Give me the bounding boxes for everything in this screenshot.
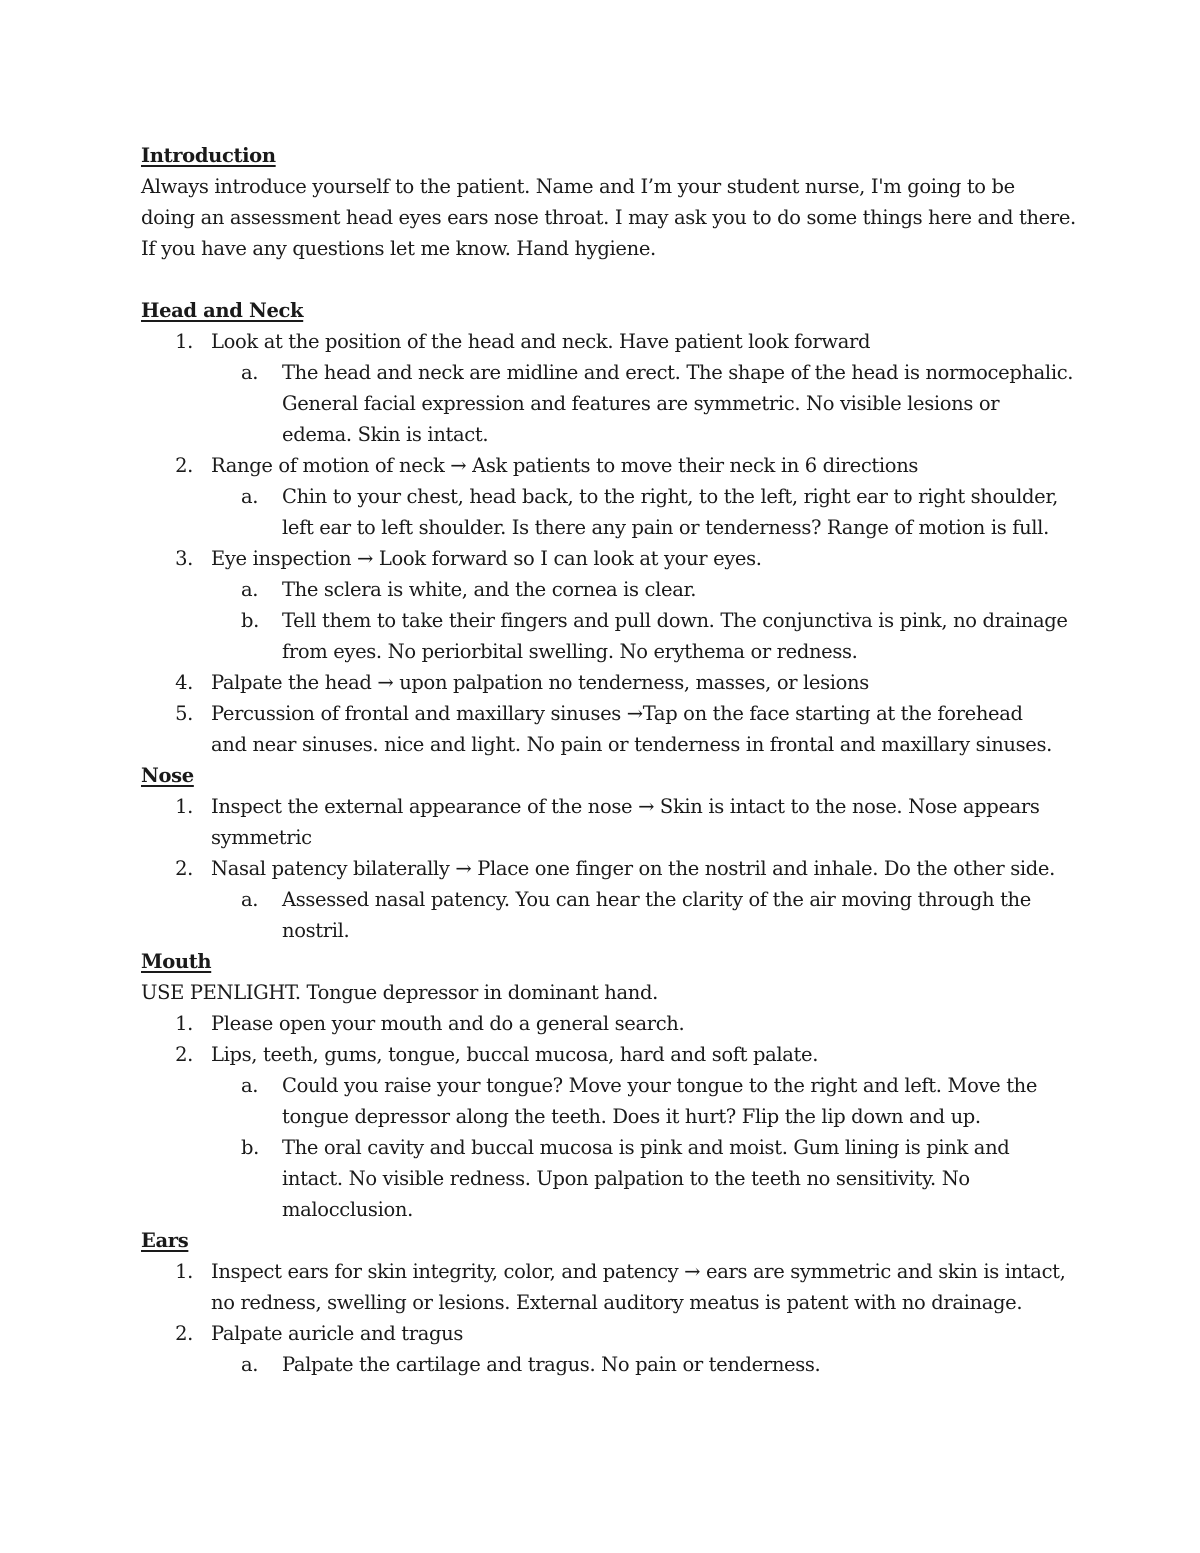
section-heading: Head and Neck: [141, 299, 304, 322]
sub-item-letter: b.: [241, 1136, 259, 1159]
sub-item-line: [141, 357, 1074, 388]
list-item-text: Please open your mouth and do a general search.: [211, 1012, 685, 1035]
sub-item-line: [141, 1101, 1071, 1132]
sub-item-letter: a.: [241, 485, 259, 508]
sub-item-text: The head and neck are midline and erect. The shape of the head is normocephalic.: [282, 361, 1074, 384]
sub-item-text: nostril.: [282, 919, 350, 942]
sub-item-line: [141, 884, 1071, 915]
intro-line: If you have any questions let me know. Hand hygiene.: [141, 237, 656, 260]
list-number: 2.: [175, 1322, 193, 1345]
sub-item-text: Assessed nasal patency. You can hear the clarity of the air moving through the: [282, 888, 1031, 911]
sub-item-text: Palpate the cartilage and tragus. No pain or tenderness.: [282, 1353, 821, 1376]
list-number: 1.: [175, 1012, 193, 1035]
sub-item-line: [141, 388, 1071, 419]
sub-item-line: [141, 1163, 1071, 1194]
list-item-text: Eye inspection → Look forward so I can look at your eyes.: [211, 547, 762, 570]
numbered-list: [141, 1008, 1071, 1225]
sub-item-text: The sclera is white, and the cornea is clear.: [282, 578, 697, 601]
list-item-line: [141, 1318, 1071, 1349]
numbered-list: [141, 791, 1071, 946]
list-item-line: [141, 698, 1071, 729]
sub-item-text: Chin to your chest, head back, to the right, to the left, right ear to right shoulder,: [282, 485, 1058, 508]
sub-item-line: [141, 1194, 1071, 1225]
section-heading: Ears: [141, 1229, 189, 1252]
sub-item-line: [141, 419, 1071, 450]
list-item-text: Inspect ears for skin integrity, color, and patency → ears are symmetric and skin is intact,: [211, 1260, 1066, 1283]
list-item-line: [141, 1008, 1071, 1039]
list-item-text: Palpate the head → upon palpation no tenderness, masses, or lesions: [211, 671, 869, 694]
list-number: 4.: [175, 671, 193, 694]
list-item-text: Inspect the external appearance of the nose → Skin is intact to the nose. Nose appears: [211, 795, 1040, 818]
sub-item-letter: a.: [241, 578, 259, 601]
sub-item-line: [141, 1349, 1071, 1380]
list-number: 2.: [175, 1043, 193, 1066]
sub-item-text: Could you raise your tongue? Move your tongue to the right and left. Move the: [282, 1074, 1038, 1097]
sub-item-text: from eyes. No periorbital swelling. No erythema or redness.: [282, 640, 858, 663]
numbered-list: [141, 326, 1074, 760]
list-item-line: [141, 822, 1071, 853]
numbered-list: [141, 1256, 1071, 1380]
list-item-text: Look at the position of the head and neck. Have patient look forward: [211, 330, 871, 353]
list-number: 1.: [175, 1260, 193, 1283]
list-item-line: [141, 1039, 1071, 1070]
list-number: 5.: [175, 702, 193, 725]
sub-item-text: left ear to left shoulder. Is there any pain or tenderness? Range of motion is full.: [282, 516, 1049, 539]
intro-line: doing an assessment head eyes ears nose throat. I may ask you to do some things here and there.: [141, 206, 1076, 229]
sub-item-line: [141, 481, 1071, 512]
sub-item-line: [141, 915, 1071, 946]
sub-item-line: [141, 605, 1071, 636]
list-item-line: [141, 543, 1071, 574]
section-mouth: [141, 946, 1071, 1225]
list-number: 3.: [175, 547, 193, 570]
list-number: 2.: [175, 454, 193, 477]
sub-item-line: [141, 1132, 1071, 1163]
section-head-and-neck: [141, 295, 1074, 760]
section-heading: Mouth: [141, 950, 212, 973]
document-page: [141, 140, 1076, 1380]
section-heading: Nose: [141, 764, 194, 787]
sub-item-letter: a.: [241, 361, 259, 384]
list-item-line: [141, 791, 1071, 822]
sub-item-text: Tell them to take their fingers and pull down. The conjunctiva is pink, no drainage: [282, 609, 1068, 632]
list-item-line: [141, 667, 1071, 698]
list-item-line: [141, 729, 1071, 760]
list-item-text: Nasal patency bilaterally → Place one finger on the nostril and inhale. Do the other side.: [211, 857, 1055, 880]
list-item-text: Palpate auricle and tragus: [211, 1322, 464, 1345]
list-item-line: [141, 450, 1071, 481]
sub-item-line: [141, 574, 1071, 605]
sub-item-letter: a.: [241, 888, 259, 911]
sub-item-letter: a.: [241, 1353, 259, 1376]
list-number: 1.: [175, 795, 193, 818]
section-nose: [141, 760, 1071, 946]
list-number: 2.: [175, 857, 193, 880]
list-item-text: and near sinuses. nice and light. No pain or tenderness in frontal and maxillary sinuses.: [211, 733, 1052, 756]
blank-line: [141, 264, 1071, 295]
list-item-line: [141, 853, 1071, 884]
sub-item-letter: a.: [241, 1074, 259, 1097]
section-introduction: [141, 140, 1076, 264]
intro-line: Always introduce yourself to the patient. Name and I’m your student nurse, I'm going to be: [141, 175, 1015, 198]
sub-item-letter: b.: [241, 609, 259, 632]
list-number: 1.: [175, 330, 193, 353]
section-ears: [141, 1225, 1071, 1380]
sub-item-line: [141, 1070, 1071, 1101]
list-item-line: [141, 1256, 1071, 1287]
sub-item-line: [141, 512, 1071, 543]
list-item-line: [141, 1287, 1071, 1318]
mouth-intro: USE PENLIGHT. Tongue depressor in dominant hand.: [141, 981, 658, 1004]
sub-item-text: tongue depressor along the teeth. Does it hurt? Flip the lip down and up.: [282, 1105, 981, 1128]
list-item-text: no redness, swelling or lesions. External auditory meatus is patent with no drainage.: [211, 1291, 1023, 1314]
sub-item-text: The oral cavity and buccal mucosa is pink and moist. Gum lining is pink and: [282, 1136, 1010, 1159]
list-item-text: Percussion of frontal and maxillary sinuses →Tap on the face starting at the forehead: [211, 702, 1023, 725]
list-item-text: Range of motion of neck → Ask patients to move their neck in 6 directions: [211, 454, 919, 477]
sub-item-text: edema. Skin is intact.: [282, 423, 489, 446]
section-heading: Introduction: [141, 144, 276, 167]
list-item-line: [141, 326, 1071, 357]
list-item-text: symmetric: [211, 826, 312, 849]
sub-item-line: [141, 636, 1071, 667]
list-item-text: Lips, teeth, gums, tongue, buccal mucosa, hard and soft palate.: [211, 1043, 819, 1066]
sub-item-text: intact. No visible redness. Upon palpation to the teeth no sensitivity. No: [282, 1167, 970, 1190]
sub-item-text: General facial expression and features are symmetric. No visible lesions or: [282, 392, 1000, 415]
sub-item-text: malocclusion.: [282, 1198, 413, 1221]
